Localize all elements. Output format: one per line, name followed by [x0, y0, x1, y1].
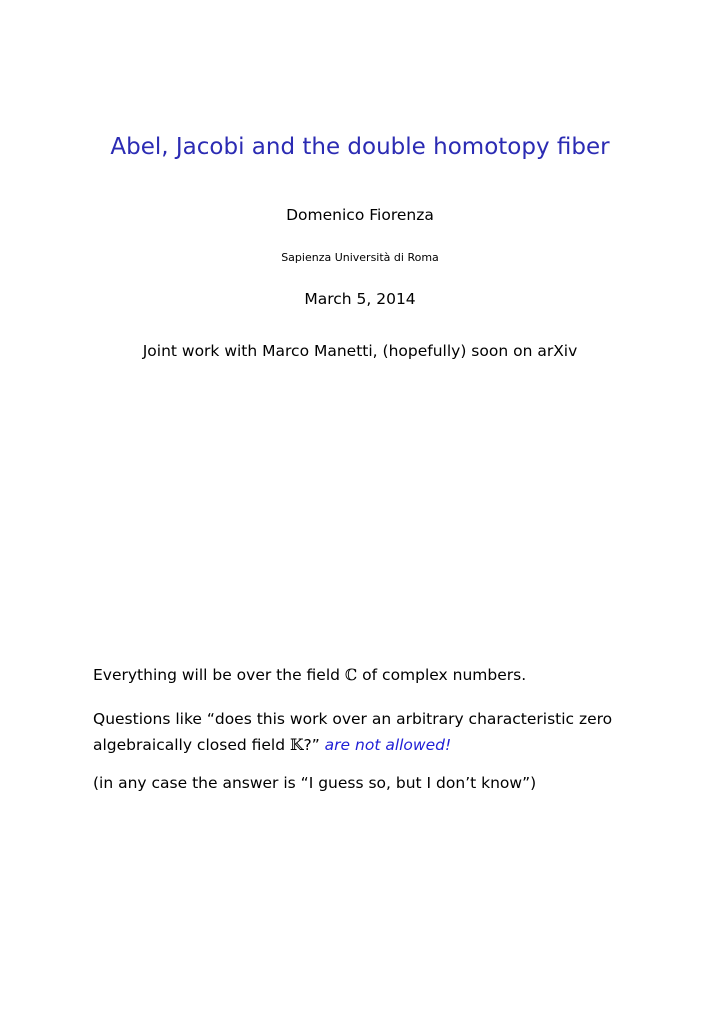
- content-slide: [0, 510, 720, 1019]
- field-statement: [93, 662, 703, 688]
- answer-aside: (in any case the answer is “I guess so, but I don’t know”): [93, 774, 537, 792]
- collaboration-note: Joint work with Marco Manetti, (hopefully) soon on arXiv: [142, 342, 578, 360]
- field-k-symbol: 𝕂: [290, 736, 304, 754]
- questions-line-2-after: ?”: [303, 736, 325, 754]
- field-statement-after: of complex numbers.: [357, 666, 527, 684]
- questions-paragraph: [93, 706, 703, 758]
- not-allowed-alert: are not allowed!: [324, 736, 452, 754]
- complex-numbers-symbol: ℂ: [344, 666, 358, 684]
- presentation-title: Abel, Jacobi and the double homotopy fiber: [110, 134, 610, 160]
- author-institute: Sapienza Università di Roma: [281, 251, 439, 264]
- presentation-date: March 5, 2014: [304, 290, 416, 308]
- questions-line-2-before: algebraically closed field: [93, 736, 290, 754]
- questions-line-2: [93, 732, 703, 758]
- author-name: Domenico Fiorenza: [286, 206, 434, 224]
- field-statement-before: Everything will be over the field: [93, 666, 345, 684]
- questions-line-1: Questions like “does this work over an arbitrary characteristic zero: [93, 710, 613, 728]
